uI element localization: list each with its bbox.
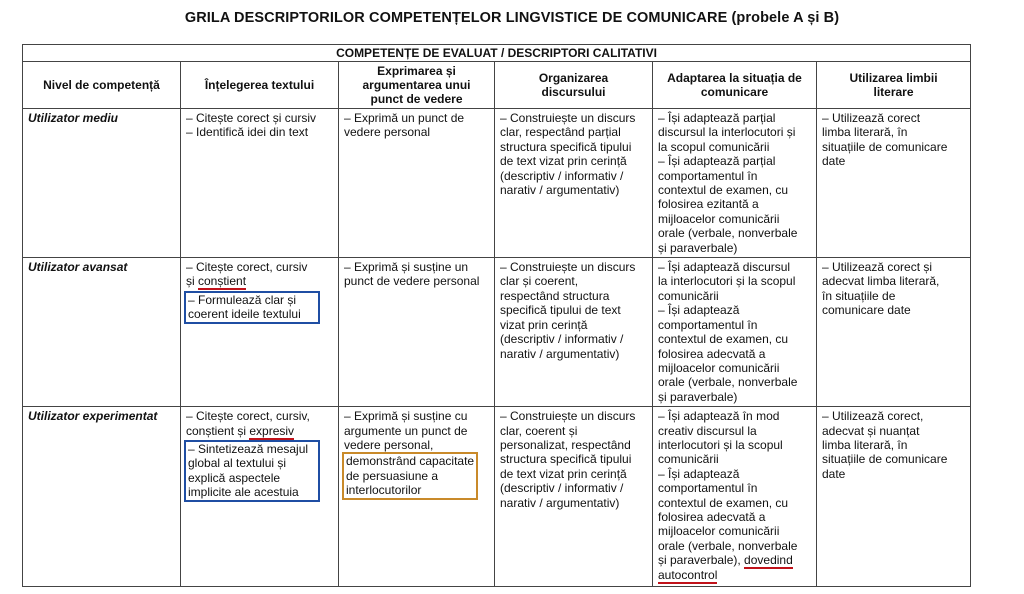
column-header-level: [23, 62, 181, 109]
text-line: date: [822, 466, 846, 481]
text-line: – Își adaptează parțial: [658, 111, 776, 125]
text-line: orale (verbale, nonverbale: [658, 226, 798, 241]
text-line: creativ discursul la: [658, 423, 757, 438]
text-line: – Citește corect, cursiv: [186, 260, 308, 275]
text-line: implicite ale acestuia: [188, 485, 299, 500]
level-cell: Utilizator avansat: [23, 258, 181, 407]
text-line: – Formulează clar și: [188, 292, 297, 307]
language-cell: [817, 258, 971, 407]
orange-highlight-box: [342, 452, 478, 499]
text-line: punct de vedere: [370, 92, 463, 106]
text-line: Organizarea: [538, 71, 609, 85]
text-line: comunicare date: [822, 303, 911, 318]
text-line: comunicării: [658, 452, 719, 467]
text-line: de persuasiune a: [346, 468, 439, 483]
text-line: argumentarea unui: [362, 78, 471, 92]
competency-table: [22, 44, 971, 587]
expression-lines: [344, 409, 489, 452]
text-line: mijloacelor comunicării: [658, 524, 780, 539]
text-line: – Își adaptează: [658, 303, 740, 318]
column-header-adaptation: [653, 62, 817, 109]
expression-cell: [339, 407, 495, 587]
text-line: adecvat și nuanțat: [822, 423, 920, 438]
text-line: folosirea ezitantă a: [658, 197, 759, 212]
text-fragment: și: [186, 274, 198, 289]
text-fragment: conștient și: [186, 423, 250, 438]
text-line: mijloacelor comunicării: [658, 211, 780, 226]
text-line: mijloacelor comunicării: [658, 360, 780, 375]
text-line: – Identifică idei din text: [186, 125, 309, 140]
text-line: – Utilizează corect: [822, 111, 921, 125]
text-line: folosirea adecvată a: [658, 509, 766, 524]
text-line: clar, respectând parțial: [500, 125, 621, 140]
text-line: comportamentul în: [658, 481, 758, 496]
text-line: de text vizat prin cerință: [500, 154, 627, 169]
red-underline-highlight: dovedind: [744, 553, 793, 568]
text-line: în situațiile de: [822, 288, 896, 303]
blue-highlight-box: [184, 291, 320, 324]
text-line: (descriptiv / informativ /: [500, 168, 624, 183]
text-line: – Își adaptează: [658, 466, 740, 481]
text-line: vedere personal: [344, 125, 431, 140]
text-line: contextul de examen, cu: [658, 183, 789, 198]
red-underline-highlight: conștient: [198, 274, 247, 289]
text-line: interlocutori și la scopul: [658, 437, 783, 452]
text-line: contextul de examen, cu: [658, 495, 789, 510]
text-line: orale (verbale, nonverbale: [658, 375, 798, 390]
text-line: respectând structura: [500, 288, 610, 303]
text-line: narativ / argumentativ): [500, 346, 620, 361]
red-underline-highlight: autocontrol: [658, 567, 718, 582]
text-line: discursului: [541, 85, 606, 99]
text-line: – Utilizează corect și: [822, 260, 933, 275]
text-line: – Exprimă și susține un: [344, 260, 469, 275]
text-line: – Exprimă un punct de: [344, 111, 465, 125]
section-header-row: [23, 45, 971, 62]
text-line: [186, 274, 333, 288]
text-line: Exprimarea și: [377, 64, 456, 78]
text-line: – Citește corect, cursiv,: [186, 409, 310, 424]
text-line: – Exprimă și susține cu: [344, 409, 468, 424]
text-line: vizat prin cerință: [500, 317, 588, 332]
text-line: [186, 424, 333, 438]
text-line: explică aspectele: [188, 470, 281, 485]
text-line: – Citește corect și cursiv: [186, 111, 317, 125]
understanding-cell: [181, 258, 339, 407]
text-line: demonstrând capacitate: [346, 454, 475, 469]
column-header-row: [23, 62, 971, 109]
text-line: structura specifică tipului: [500, 139, 632, 154]
text-line: la interlocutori și la scopul: [658, 274, 796, 289]
text-line: punct de vedere personal: [344, 274, 480, 289]
text-line: coerent ideile textului: [188, 307, 301, 322]
text-line: interlocutorilor: [346, 483, 422, 498]
organization-cell: [495, 258, 653, 407]
table-row-utilizator-experimentat: [23, 407, 971, 587]
column-header-expression: [339, 62, 495, 109]
text-line: clar, coerent și: [500, 423, 578, 438]
adaptation-cell: [653, 109, 817, 258]
level-cell: Utilizator experimentat: [23, 407, 181, 587]
text-line: folosirea adecvată a: [658, 346, 766, 361]
text-line: comportamentul în: [658, 168, 758, 183]
table-row-utilizator-mediu: [23, 109, 971, 258]
text-line: comunicării: [658, 288, 719, 303]
level-cell: Utilizator mediu: [23, 109, 181, 258]
text-line: [658, 553, 811, 567]
adaptation-cell: [653, 258, 817, 407]
text-line: Utilizarea limbii: [849, 71, 938, 85]
text-line: narativ / argumentativ): [500, 495, 620, 510]
text-line: comportamentul în: [658, 317, 758, 332]
expression-cell: [339, 258, 495, 407]
text-line: literare: [873, 85, 914, 99]
text-line: și paraverbale): [658, 240, 738, 255]
column-header-understanding: [181, 62, 339, 109]
text-line: – Construiește un discurs: [500, 260, 636, 275]
text-line: specifică tipului de text: [500, 303, 621, 318]
text-line: discursul la interlocutori și: [658, 125, 796, 140]
text-fragment: și paraverbale),: [658, 553, 745, 568]
text-line: adecvat limba literară,: [822, 274, 940, 289]
language-cell: [817, 109, 971, 258]
text-line: și paraverbale): [658, 389, 738, 404]
organization-cell: [495, 407, 653, 587]
text-line: limba literară, în: [822, 125, 908, 140]
text-line: – Își adaptează parțial: [658, 154, 776, 169]
text-line: narativ / argumentativ): [500, 183, 620, 198]
text-line: contextul de examen, cu: [658, 332, 789, 347]
text-line: argumente un punct de: [344, 423, 468, 438]
understanding-cell: [181, 109, 339, 258]
expression-cell: [339, 109, 495, 258]
column-header-language: [817, 62, 971, 109]
text-line: (descriptiv / informativ /: [500, 481, 624, 496]
text-line: [658, 568, 811, 582]
text-line: Adaptarea la situația de: [667, 71, 802, 85]
text-line: clar și coerent,: [500, 274, 579, 289]
text-line: Nivel de competență: [43, 78, 160, 92]
text-line: – Sintetizează mesajul: [188, 441, 309, 456]
red-underline-highlight: expresiv: [249, 423, 295, 438]
language-cell: [817, 407, 971, 587]
text-line: la scopul comunicării: [658, 139, 770, 154]
organization-cell: [495, 109, 653, 258]
text-line: structura specifică tipului: [500, 452, 632, 467]
section-header: COMPETENȚE DE EVALUAT / DESCRIPTORI CALITATIVI: [23, 45, 971, 62]
text-line: Înțelegerea textului: [204, 78, 315, 92]
text-line: orale (verbale, nonverbale: [658, 538, 798, 553]
text-line: limba literară, în: [822, 437, 908, 452]
text-line: vedere personal,: [344, 437, 434, 452]
text-line: situațiile de comunicare: [822, 452, 948, 467]
text-line: – Construiește un discurs: [500, 111, 636, 125]
text-line: – Își adaptează discursul: [658, 260, 791, 275]
page-title: GRILA DESCRIPTORILOR COMPETENȚELOR LINGVISTICE DE COMUNICARE (probele A și B): [184, 10, 840, 26]
text-line: situațiile de comunicare: [822, 139, 948, 154]
text-line: – Construiește un discurs: [500, 409, 636, 424]
column-header-organization: [495, 62, 653, 109]
text-line: – Își adaptează în mod: [658, 409, 780, 424]
understanding-cell: [181, 407, 339, 587]
text-line: global al textului și: [188, 456, 287, 471]
table-row-utilizator-avansat: [23, 258, 971, 407]
text-line: (descriptiv / informativ /: [500, 332, 624, 347]
text-line: – Utilizează corect,: [822, 409, 924, 424]
text-line: de text vizat prin cerință: [500, 466, 627, 481]
adaptation-lines: [658, 409, 811, 553]
adaptation-cell: [653, 407, 817, 587]
text-line: date: [822, 154, 846, 169]
text-line: personalizat, respectând: [500, 437, 631, 452]
blue-highlight-box: [184, 440, 320, 502]
text-line: comunicare: [700, 85, 769, 99]
